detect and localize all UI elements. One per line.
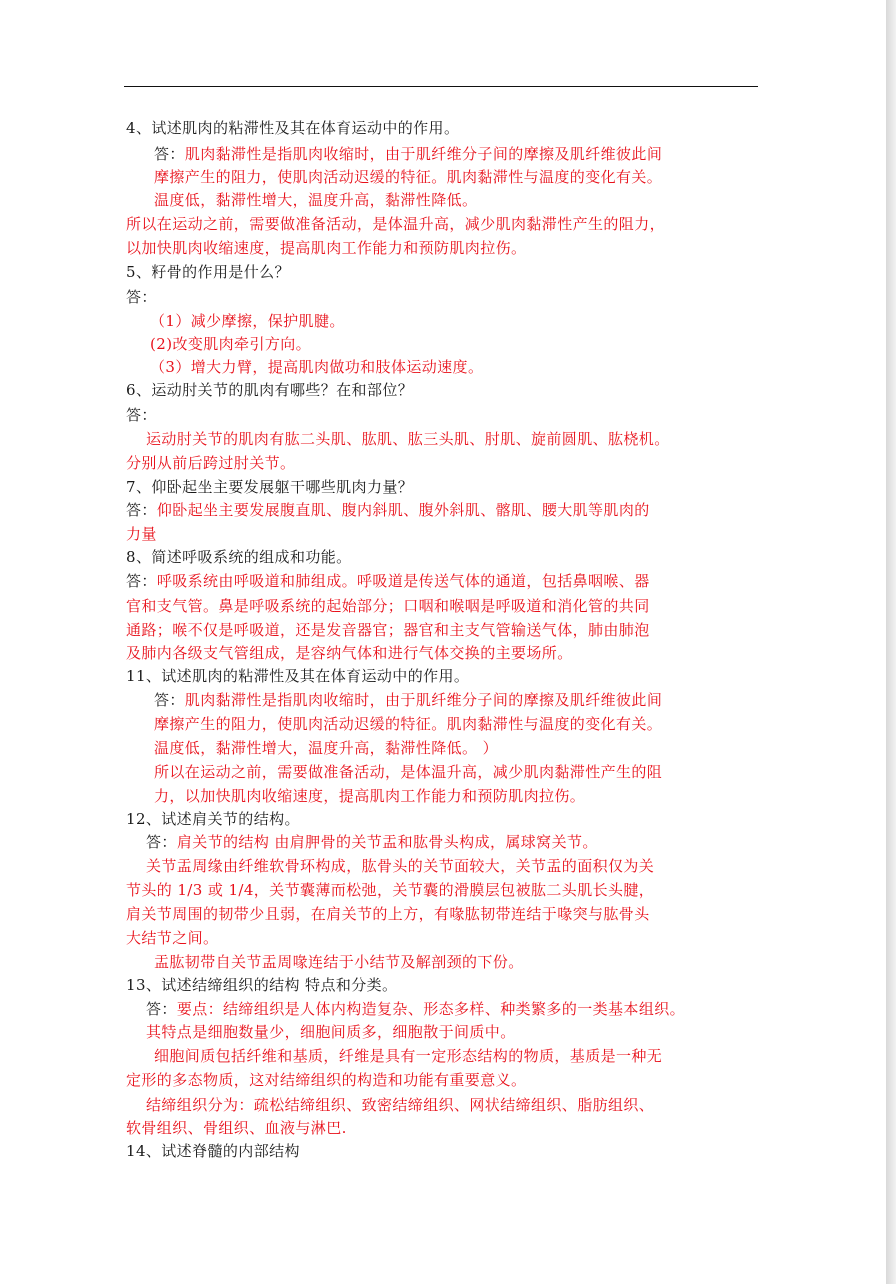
answer-line: 温度低，黏滞性增大，温度升高，黏滞性降低。 ） (154, 739, 498, 757)
answer-line (146, 832, 598, 852)
answer-line: 节头的 1/3 或 1/4，关节囊薄而松弛，关节囊的滑膜层包被肱二头肌长头腱， (126, 881, 655, 899)
answer-line: 所以在运动之前，需要做准备活动，是体温升高，减少肌肉黏滞性产生的阻力， (126, 215, 666, 233)
answer-line: 分别从前后跨过肘关节。 (126, 454, 296, 472)
answer-line: 及肺内各级支气管组成，是容纳气体和进行气体交换的主要场所。 (126, 644, 573, 662)
answer-line: (2)改变肌肉牵引方向。 (150, 335, 312, 353)
answer-line (154, 690, 662, 710)
answer-prefix: 答： (126, 406, 157, 424)
answer-line: 关节盂周缘由纤维软骨环构成，肱骨头的关节面较大，关节盂的面积仅为关 (146, 857, 655, 875)
question-12: 12、试述肩关节的结构。 (126, 810, 300, 828)
answer-line: 软骨组织、骨组织、血液与淋巴. (126, 1119, 347, 1137)
question-8: 8、简述呼吸系统的组成和功能。 (126, 548, 352, 566)
answer-line: 细胞间质包括纤维和基质，纤维是具有一定形态结构的物质，基质是一种无 (154, 1047, 663, 1065)
answer-line: 通路；喉不仅是呼吸道，还是发音器官；器官和主支气管输送气体，肺由肺泡 (126, 621, 650, 639)
question-5: 5、籽骨的作用是什么？ (126, 263, 290, 281)
answer-line: 力量 (126, 525, 157, 543)
header-rule (124, 86, 758, 87)
answer-text: 肌肉黏滞性是指肌肉收缩时，由于肌纤维分子间的摩擦及肌纤维彼此间 (184, 691, 663, 709)
answer-text: 呼吸系统由呼吸道和肺组成。呼吸道是传送气体的通道，包括鼻咽喉、器 (156, 572, 650, 590)
question-7: 7、仰卧起坐主要发展躯干哪些肌肉力量？ (126, 478, 414, 496)
answer-line (126, 571, 650, 591)
answer-prefix: 答： (126, 572, 157, 590)
answer-line: 官和支气管。鼻是呼吸系统的起始部分；口咽和喉咽是呼吸道和消化管的共同 (126, 597, 650, 615)
answer-text: 要点：结缔组织是人体内构造复杂、形态多样、种类繁多的一类基本组织。 (176, 1000, 686, 1018)
answer-prefix: 答： (126, 501, 157, 519)
answer-line: 摩擦产生的阻力，使肌肉活动迟缓的特征。肌肉黏滞性与温度的变化有关。 (154, 715, 663, 733)
answer-line: 大结节之间。 (126, 929, 219, 947)
answer-line: 肩关节周围的韧带少且弱，在肩关节的上方，有喙肱韧带连结于喙突与肱骨头 (126, 905, 650, 923)
answer-text: 仰卧起坐主要发展腹直肌、腹内斜肌、腹外斜肌、髂肌、腰大肌等肌肉的 (156, 501, 650, 519)
answer-prefix: 答： (126, 288, 157, 306)
answer-line: 力，以加快肌肉收缩速度，提高肌肉工作能力和预防肌肉拉伤。 (154, 787, 586, 805)
question-6: 6、运动肘关节的肌肉有哪些？在和部位？ (126, 381, 414, 399)
answer-prefix: 答： (146, 1000, 177, 1018)
answer-line (126, 500, 650, 520)
answer-line: 温度低，黏滞性增大，温度升高，黏滞性降低。 (154, 191, 478, 209)
answer-line: 运动肘关节的肌肉有肱二头肌、肱肌、肱三头肌、肘肌、旋前圆肌、肱桡机。 (146, 430, 670, 448)
answer-prefix: 答： (146, 833, 177, 851)
page-edge (886, 0, 896, 1284)
answer-line: 摩擦产生的阻力，使肌肉活动迟缓的特征。肌肉黏滞性与温度的变化有关。 (154, 168, 663, 186)
answer-line: 盂肱韧带自关节盂周喙连结于小结节及解剖颈的下份。 (154, 953, 524, 971)
answer-line: 其特点是细胞数量少，细胞间质多，细胞散于间质中。 (146, 1023, 516, 1041)
question-13: 13、试述结缔组织的结构 特点和分类。 (126, 976, 398, 994)
answer-line: 定形的多态物质，这对结缔组织的构造和功能有重要意义。 (126, 1071, 527, 1089)
answer-line: 所以在运动之前，需要做准备活动，是体温升高，减少肌肉黏滞性产生的阻 (154, 763, 663, 781)
answer-line: 以加快肌肉收缩速度，提高肌肉工作能力和预防肌肉拉伤。 (126, 239, 527, 257)
answer-line (146, 999, 685, 1019)
question-4: 4、试述肌肉的粘滞性及其在体育运动中的作用。 (126, 119, 460, 137)
answer-text: 肩关节的结构 由肩胛骨的关节盂和肱骨头构成，属球窝关节。 (176, 833, 598, 851)
question-14: 14、试述脊髓的内部结构 (126, 1142, 300, 1160)
question-11: 11、试述肌肉的粘滞性及其在体育运动中的作用。 (126, 667, 470, 685)
answer-line (154, 144, 662, 164)
answer-prefix: 答： (154, 145, 185, 163)
answer-line: （3）增大力臂，提高肌肉做功和肢体运动速度。 (150, 358, 484, 376)
answer-line: 结缔组织分为：疏松结缔组织、致密结缔组织、网状结缔组织、脂肪组织、 (146, 1096, 655, 1114)
answer-text: 肌肉黏滞性是指肌肉收缩时，由于肌纤维分子间的摩擦及肌纤维彼此间 (184, 145, 663, 163)
answer-prefix: 答： (154, 691, 185, 709)
answer-line: （1）减少摩擦，保护肌腱。 (150, 312, 345, 330)
